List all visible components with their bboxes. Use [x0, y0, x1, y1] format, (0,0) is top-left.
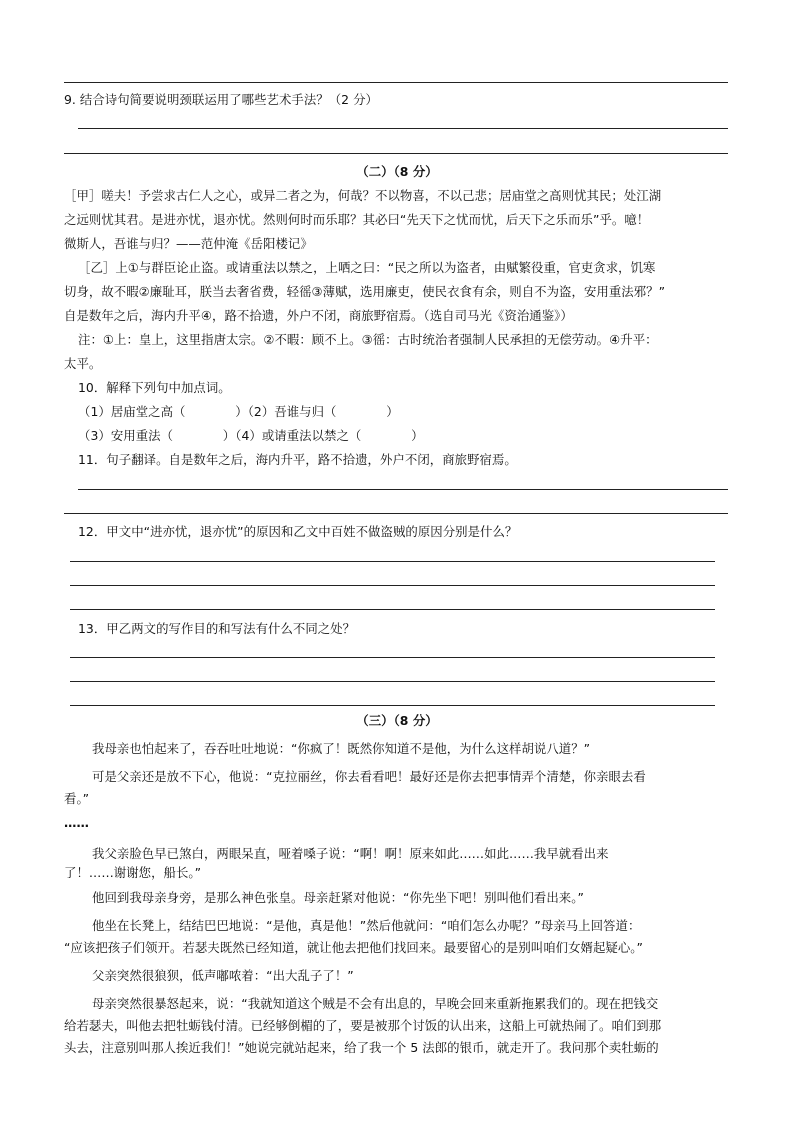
passage-line: 我母亲也怕起来了，吞吞吐吐地说：“你疯了！既然你知道不是他，为什么这样胡说八道？”	[92, 741, 591, 756]
passage-line: 他回到我母亲身旁，是那么神色张皇。母亲赶紧对他说：“你先坐下吧！别叫他们看出来。”	[92, 890, 584, 905]
question-13: 13．甲乙两文的写作目的和写法有什么不同之处？	[78, 621, 356, 636]
annotation-line: 注：①上：皇上，这里指唐太宗。②不暇：顾不上。③徭：古时统治者强制人民承担的无偿劳动。④升平：	[78, 332, 658, 347]
annotation-line: 太平。	[64, 356, 102, 371]
question-10-items: （3）安用重法（ ）（4）或请重法以禁之（ ）	[78, 428, 424, 443]
passage-yi-line: 自是数年之后，海内升平④，路不拾遗，外户不闭，商旅野宿焉。（选自司马光《资治通鉴》）	[64, 308, 573, 323]
question-9: 9. 结合诗句简要说明颈联运用了哪些艺术手法？（2 分）	[64, 92, 378, 107]
section-3-title: （三）（8 分）	[356, 713, 438, 728]
question-10-items: （1）居庙堂之高（ ）（2）吾谁与归（ ）	[78, 404, 399, 419]
section-2-title: （二）（8 分）	[356, 164, 438, 179]
question-10: 10．解释下列句中加点词。	[78, 380, 231, 395]
passage-jia-line: ［甲］嗟夫！予尝求古仁人之心，或异二者之为，何哉？不以物喜，不以己悲；居庙堂之高则忧其民；处江湖	[64, 188, 662, 203]
ellipsis: ……	[64, 815, 89, 830]
answer-line[interactable]	[64, 82, 728, 83]
passage-jia-line: 之远则忧其君。是进亦忧，退亦忧。然则何时而乐耶？其必曰“先天下之忧而忧，后天下之乐而乐”乎。噫！	[64, 212, 650, 227]
answer-line[interactable]	[70, 705, 715, 706]
passage-line: 看。”	[64, 791, 90, 806]
passage-line: 给若瑟夫，叫他去把牡蛎钱付清。已经够倒楣的了，要是被那个讨饭的认出来，这船上可就热闹了。咱们到那	[64, 1018, 662, 1033]
passage-line: 他坐在长凳上，结结巴巴地说：“是他，真是他！”然后他就问：“咱们怎么办呢？”母亲马上回答道：	[92, 918, 641, 933]
answer-line[interactable]	[70, 561, 715, 562]
passage-yi-line: ［乙］上①与群臣论止盗。或请重法以禁之，上哂之曰：“民之所以为盗者，由赋繁役重，官吏贪求，饥寒	[78, 260, 656, 275]
passage-jia-line: 微斯人，吾谁与归？——范仲淹《岳阳楼记》	[64, 236, 313, 251]
answer-line[interactable]	[70, 585, 715, 586]
answer-line[interactable]	[70, 609, 715, 610]
passage-line: 父亲突然很狼狈，低声嘟哝着：“出大乱子了！”	[92, 968, 354, 983]
passage-line: 头去，注意别叫那人挨近我们！”她说完就站起来，给了我一个 5 法郎的银币，就走开了。我问那个卖牡蛎的	[64, 1040, 659, 1055]
passage-line: 母亲突然很暴怒起来，说：“我就知道这个贼是不会有出息的，早晚会回来重新拖累我们的。现在把钱交	[92, 996, 659, 1011]
passage-line: “应该把孩子们领开。若瑟夫既然已经知道，就让他去把他们找回来。最要留心的是别叫咱们女婿起疑心。”	[64, 940, 644, 955]
answer-line[interactable]	[78, 128, 728, 129]
answer-line[interactable]	[70, 681, 715, 682]
passage-line: 我父亲脸色早已煞白，两眼呆直，哑着嗓子说：“啊！啊！原来如此……如此……我早就看出来	[92, 846, 609, 861]
answer-line[interactable]	[78, 489, 728, 490]
passage-line: 可是父亲还是放不下心，他说：“克拉丽丝，你去看看吧！最好还是你去把事情弄个清楚，你亲眼去看	[92, 769, 646, 784]
answer-line[interactable]	[64, 513, 728, 514]
answer-line[interactable]	[64, 153, 728, 154]
question-12: 12．甲文中“进亦忧，退亦忧”的原因和乙文中百姓不做盗贼的原因分别是什么？	[78, 524, 518, 539]
question-11: 11．句子翻译。自是数年之后，海内升平，路不拾遗，外户不闭，商旅野宿焉。	[78, 452, 517, 467]
passage-yi-line: 切身，故不暇②廉耻耳，朕当去奢省费，轻徭③薄赋，选用廉吏，使民衣食有余，则自不为盗，安用重法邪？”	[64, 284, 666, 299]
answer-line[interactable]	[70, 657, 715, 658]
passage-line: 了！……谢谢您，船长。”	[64, 865, 202, 880]
